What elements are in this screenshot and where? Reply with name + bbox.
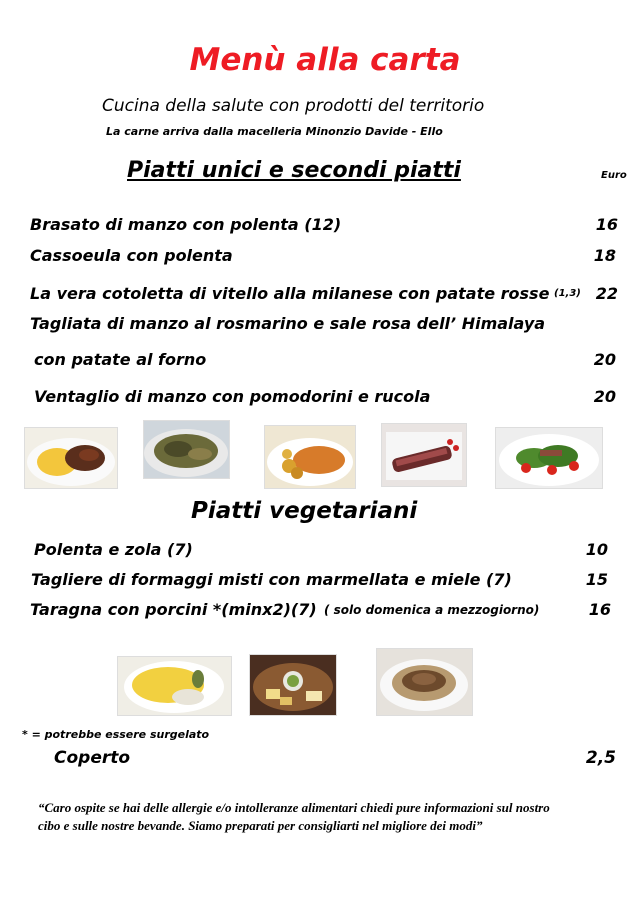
menu-item-name: Ventaglio di manzo con pomodorini e rucola <box>34 387 431 406</box>
menu-item-name: Cassoeula con polenta <box>30 246 233 265</box>
ventaglio-photo <box>495 427 603 489</box>
brasato-photo <box>24 427 118 489</box>
cotoletta-photo <box>264 425 356 489</box>
menu-subtitle: Cucina della salute con prodotti del territorio <box>102 96 485 116</box>
allergy-notice <box>38 799 638 835</box>
menu-item-name: La vera cotoletta di vitello alla milanese con patate rosse <box>30 284 550 303</box>
menu-item-name: Brasato di manzo con polenta (12) <box>30 215 342 234</box>
section-title-main-dishes: Piatti unici e secondi piatti <box>127 158 461 183</box>
menu-item-name: con patate al forno <box>34 350 207 369</box>
tagliere-photo <box>249 654 337 716</box>
frozen-legend: * = potrebbe essere surgelato <box>22 728 210 741</box>
menu-item-availability: ( solo domenica a mezzogiorno) <box>324 603 540 617</box>
currency-label: Euro <box>601 170 627 181</box>
menu-title: Menù alla carta <box>189 42 461 78</box>
menu-item-name: Taragna con porcini *(minx2)(7) <box>30 600 317 619</box>
coperto-price: 2,5 <box>585 748 616 768</box>
menu-item-allergens: (1,3) <box>554 288 581 299</box>
menu-item-price: 20 <box>593 350 616 369</box>
menu-item-price: 18 <box>593 246 616 265</box>
menu-item-name: Tagliata di manzo al rosmarino e sale rosa dell’ Himalaya <box>30 314 546 333</box>
taragna-photo <box>376 648 473 716</box>
coperto-label: Coperto <box>54 748 131 768</box>
menu-item-price: 16 <box>588 600 611 619</box>
section-title-vegetarian: Piatti vegetariani <box>191 498 418 524</box>
menu-item-price: 15 <box>585 570 608 589</box>
allergy-notice-line: “Caro ospite se hai delle allergie e/o intolleranze alimentari chiedi pure informazioni sul nostro <box>38 800 550 815</box>
menu-item-name: Polenta e zola (7) <box>34 540 193 559</box>
meat-supplier-note: La carne arriva dalla macelleria Minonzio Davide - Ello <box>106 125 443 138</box>
polenta-zola-photo <box>117 656 232 716</box>
tagliata-photo <box>381 423 467 487</box>
menu-item-price: 10 <box>585 540 608 559</box>
menu-item-price: 20 <box>593 387 616 406</box>
menu-item-name: Tagliere di formaggi misti con marmellata e miele (7) <box>31 570 512 589</box>
menu-item-price: 16 <box>595 215 618 234</box>
cassoeula-photo <box>143 420 230 479</box>
allergy-notice-line: cibo e sulle nostre bevande. Siamo preparati per consigliarti nel migliore dei modi” <box>38 818 483 833</box>
menu-item-price: 22 <box>595 284 618 303</box>
